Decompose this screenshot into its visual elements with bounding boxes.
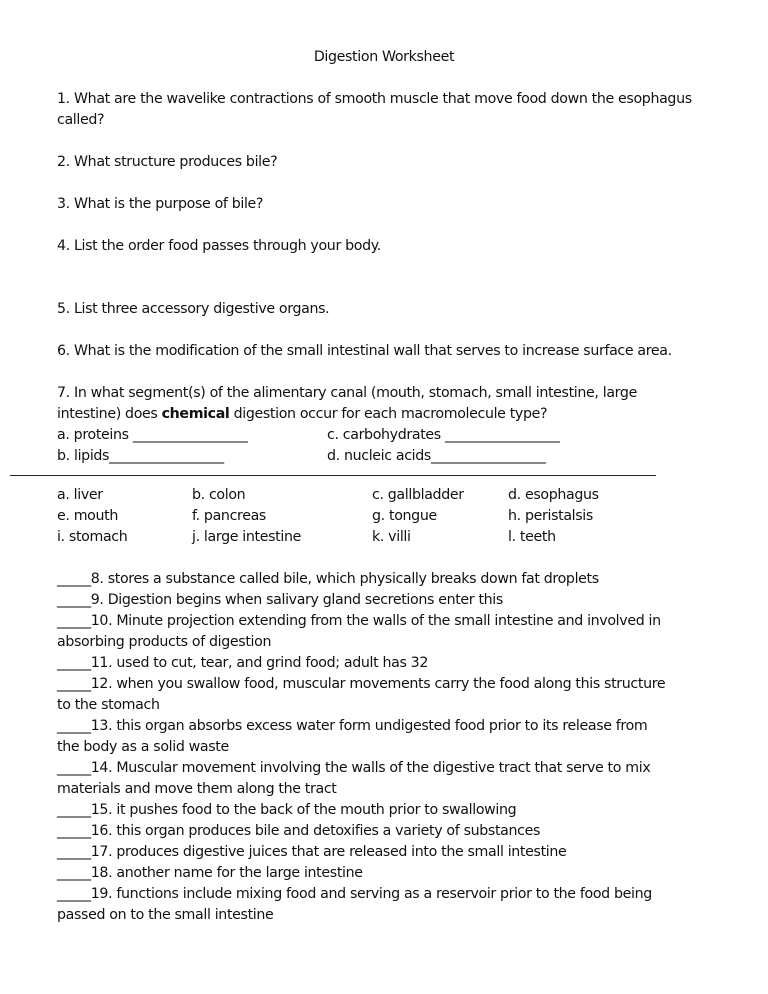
question-2: 2. What structure produces bile?: [57, 154, 278, 170]
matching-line: the body as a solid waste: [57, 739, 229, 755]
matching-line: _____19. functions include mixing food and serving as a reservoir prior to the food being: [57, 886, 652, 902]
question-7: 7. In what segment(s) of the alimentary canal (mouth, stomach, small intestine, large: [57, 385, 637, 401]
question-4: 4. List the order food passes through your body.: [57, 238, 381, 254]
matching-line: _____18. another name for the large intestine: [57, 865, 363, 881]
matching-line: _____10. Minute projection extending from the walls of the small intestine and involved in: [57, 613, 661, 629]
q7-bold-word: chemical: [161, 406, 230, 422]
word-bank-item: h. peristalsis: [508, 508, 593, 524]
q7-text-post: digestion occur for each macromolecule type?: [229, 406, 548, 422]
q7-text-pre: intestine) does: [57, 406, 162, 422]
matching-line: _____16. this organ produces bile and detoxifies a variety of substances: [57, 823, 541, 839]
word-bank-item: g. tongue: [372, 508, 437, 524]
question-6: 6. What is the modification of the small intestinal wall that serves to increase surface area.: [57, 343, 672, 359]
word-bank-item: c. gallbladder: [372, 487, 464, 503]
q7-item-lipids: b. lipids_________________: [57, 448, 224, 464]
matching-line: materials and move them along the tract: [57, 781, 337, 797]
matching-line: passed on to the small intestine: [57, 907, 274, 923]
q7-item-nucleic-acids: d. nucleic acids_________________: [327, 448, 546, 464]
matching-line: _____13. this organ absorbs excess water form undigested food prior to its release from: [57, 718, 648, 734]
section-divider: [10, 475, 656, 476]
word-bank-item: i. stomach: [57, 529, 128, 545]
matching-line: _____11. used to cut, tear, and grind food; adult has 32: [57, 655, 429, 671]
page-title: Digestion Worksheet: [313, 49, 455, 65]
question-7-cont: [57, 404, 547, 425]
matching-line: _____17. produces digestive juices that are released into the small intestine: [57, 844, 567, 860]
question-1: 1. What are the wavelike contractions of smooth muscle that move food down the esophagus: [57, 91, 692, 107]
matching-line: _____8. stores a substance called bile, which physically breaks down fat droplets: [57, 571, 599, 587]
q7-item-proteins: a. proteins _________________: [57, 427, 248, 443]
question-3: 3. What is the purpose of bile?: [57, 196, 264, 212]
word-bank-item: j. large intestine: [192, 529, 301, 545]
question-1-cont: called?: [57, 112, 105, 128]
word-bank-item: l. teeth: [508, 529, 556, 545]
word-bank-item: a. liver: [57, 487, 103, 503]
matching-line: absorbing products of digestion: [57, 634, 272, 650]
matching-line: _____12. when you swallow food, muscular movements carry the food along this structure: [57, 676, 666, 692]
matching-line: _____9. Digestion begins when salivary gland secretions enter this: [57, 592, 503, 608]
question-5: 5. List three accessory digestive organs.: [57, 301, 330, 317]
word-bank-item: d. esophagus: [508, 487, 599, 503]
matching-line: _____15. it pushes food to the back of the mouth prior to swallowing: [57, 802, 517, 818]
word-bank-item: b. colon: [192, 487, 246, 503]
word-bank-item: e. mouth: [57, 508, 118, 524]
word-bank-item: k. villi: [372, 529, 411, 545]
matching-line: _____14. Muscular movement involving the walls of the digestive tract that serve to mix: [57, 760, 651, 776]
matching-line: to the stomach: [57, 697, 160, 713]
q7-item-carbohydrates: c. carbohydrates _________________: [327, 427, 560, 443]
word-bank-item: f. pancreas: [192, 508, 266, 524]
